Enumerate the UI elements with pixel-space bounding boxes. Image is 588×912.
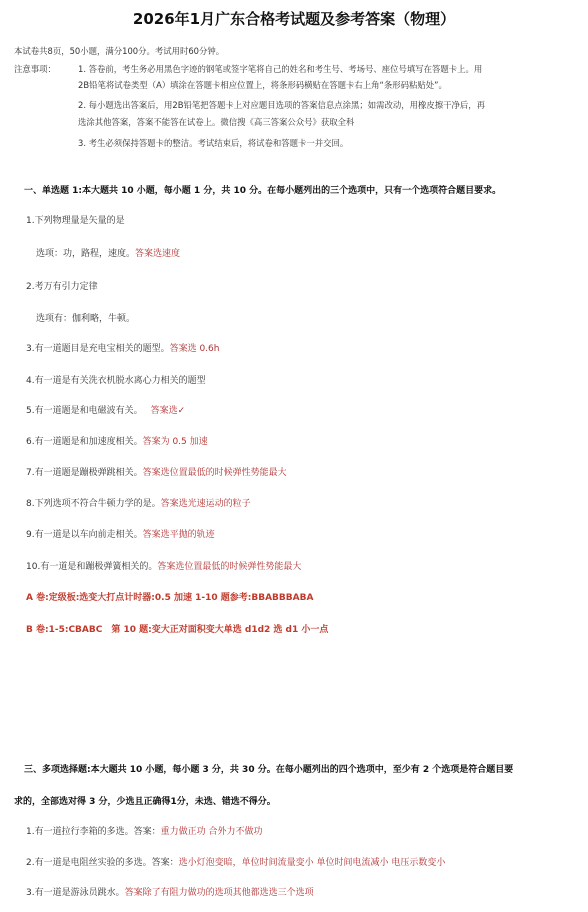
question-item (26, 824, 262, 837)
exam-meta: 本试卷共8页，50小题，满分100分。考试用时60分钟。 (14, 46, 225, 56)
option-text: 选项有：伽利略，牛顿。 (36, 314, 136, 324)
answer-text: 答案选光速运动的粒子 (160, 499, 251, 509)
question-text: 8.下列选项不符合牛顿力学的是。 (26, 499, 161, 509)
question-item (26, 279, 98, 292)
question-item (26, 496, 251, 509)
question-text: 6.有一道题是和加速度相关。 (26, 437, 143, 447)
answer-text: 答案选速度 (135, 249, 181, 259)
option-line (36, 311, 135, 324)
answer-text: 答案选位置最低的时候弹性势能最大 (157, 562, 302, 572)
answer-key-a: A 卷:定级板:选变大打点计时器:0.5 加速 1-10 题参考:BBABBBABA (26, 593, 314, 603)
answer-text: 答案选 0.6h (169, 344, 220, 354)
question-item (26, 403, 185, 416)
answer-text: 重力做正功 合外力不做功 (160, 827, 263, 837)
question-text: 2.考万有引力定律 (26, 282, 98, 292)
answer-text: 答案选位置最低的时候弹性势能最大 (142, 468, 287, 478)
option-text: 选项：功，路程，速度。 (36, 249, 136, 259)
question-item (26, 213, 125, 226)
answer-key-b: B 卷:1-5:CBABC 第 10 题:变大正对面积变大单选 d1d2 选 d1 小一点 (26, 625, 329, 635)
question-text: 2.有一道是电阻丝实验的多选。答案： (26, 858, 179, 868)
notice-line: 3. 考生必须保持答题卡的整洁。考试结束后，将试卷和答题卡一并交回。 (78, 138, 349, 148)
notice-label: 注意事项： (14, 64, 56, 74)
notice-line: 2. 每小题选出答案后，用2B铅笔把答题卡上对应题目选项的答案信息点涂黑；如需改动，用橡皮擦干净后，再 (78, 100, 485, 110)
question-text: 5.有一道题是和电磁波有关。 (26, 406, 143, 416)
section-heading-multi-choice: 三、多项选择题:本大题共 10 小题，每小题 3 分，共 30 分。在每小题列出的四个选项中，至少有 2 个选项是符合题目要 (24, 765, 514, 775)
answer-text: 答案选平抛的轨迹 (142, 530, 215, 540)
question-item (26, 465, 287, 478)
question-text: 1.有一道拉行李箱的多选。答案： (26, 827, 161, 837)
option-line (36, 246, 180, 259)
question-text: 10.有一道是和蹦极弹簧相关的。 (26, 562, 158, 572)
question-item (26, 855, 445, 868)
question-item (26, 434, 208, 447)
answer-text: 答案为 0.5 加速 (142, 437, 208, 447)
question-text: 3.有一道是游泳员跳水。 (26, 888, 125, 898)
section-heading-multi-choice-cont: 求的，全部选对得 3 分，少选且正确得1分，未选、错选不得分。 (14, 797, 276, 807)
notice-line: 1. 答卷前，考生务必用黑色字迹的钢笔或签字笔将自己的姓名和考生号、考场号、座位号填写在答题卡上。用 (78, 64, 483, 74)
question-item (26, 527, 215, 540)
notice-line: 2B铅笔将试卷类型（A）填涂在答题卡相应位置上，将条形码横贴在答题卡右上角“条形码粘贴处”。 (78, 80, 447, 90)
notice-line: 选涂其他答案，答案不能答在试卷上。微信搜《高三答案公众号》获取全科 (78, 117, 355, 127)
question-item (26, 373, 206, 386)
section-heading-single-choice: 一、单选题 1:本大题共 10 小题，每小题 1 分，共 10 分。在每小题列出的三个选项中，只有一个选项符合题目要求。 (24, 186, 502, 196)
question-text: 7.有一道题是蹦极弹跳相关。 (26, 468, 143, 478)
question-text: 3.有一道题目是充电宝相关的题型。 (26, 344, 170, 354)
question-item (26, 341, 219, 354)
question-text: 1.下列物理量是矢量的是 (26, 216, 125, 226)
document-title: 2026年1月广东合格考试题及参考答案（物理） (132, 10, 456, 28)
question-text: 9.有一道是以车向前走相关。 (26, 530, 143, 540)
answer-text: 选小灯泡变暗，单位时间流量变小 单位时间电流减小 电压示数变小 (178, 858, 446, 868)
answer-text: 答案除了有阻力做功的选项其他都选选三个选项 (124, 888, 314, 898)
answer-text: 答案选✓ (150, 406, 186, 416)
question-item (26, 885, 314, 898)
question-text: 4.有一道是有关洗衣机脱水离心力相关的题型 (26, 376, 206, 386)
question-item (26, 559, 301, 572)
